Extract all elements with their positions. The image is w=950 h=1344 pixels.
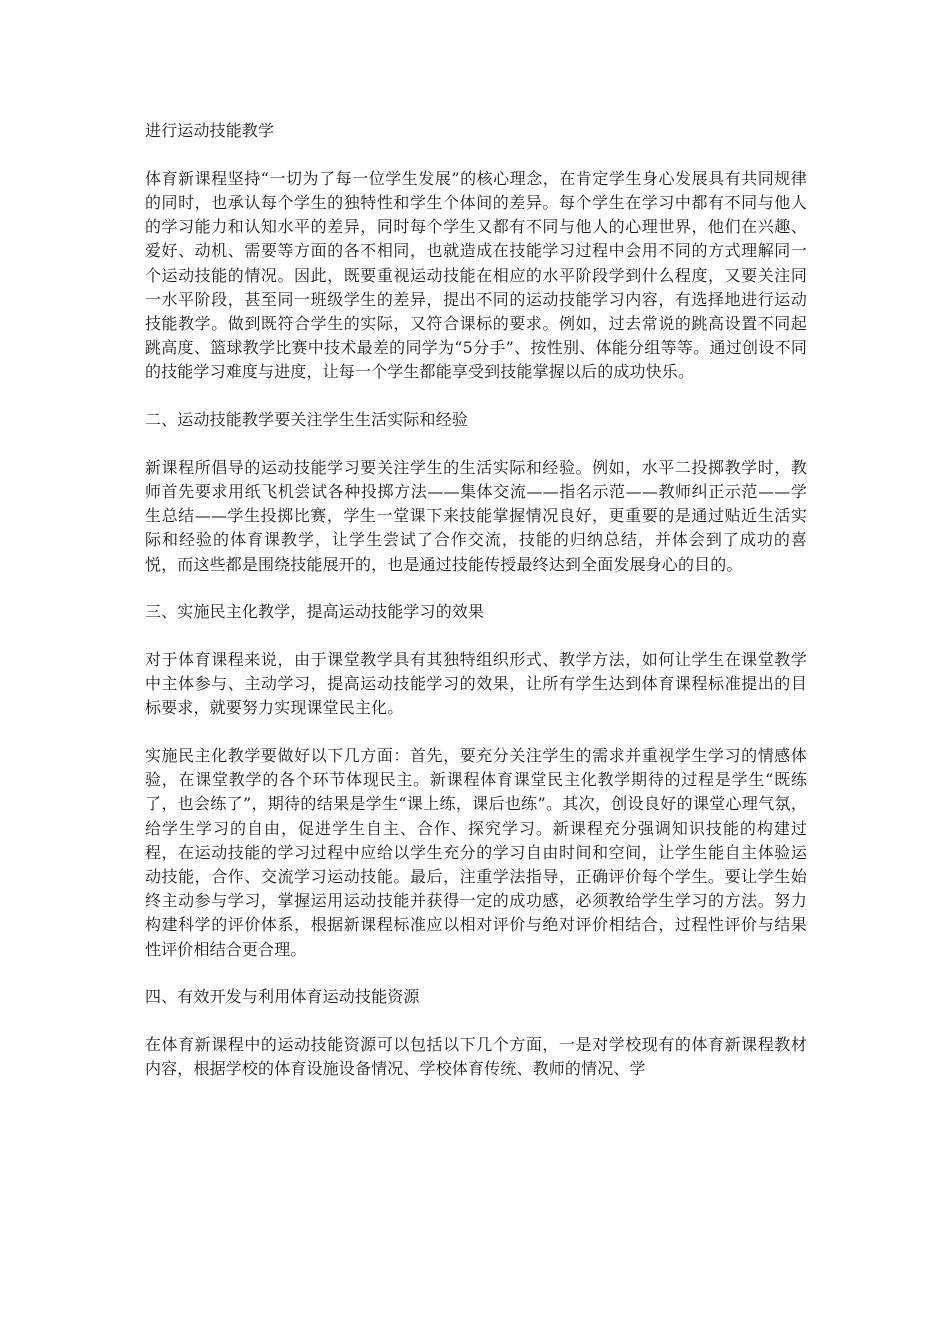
paragraph-individual-differences: 体育新课程坚持“一切为了每一位学生发展”的核心理念，在肯定学生身心发展具有共同规律的同时，也承认每个学生的独特性和学生个体间的差异。每个学生在学习中都有不同与他人的学习能力和认知水平的差异，同时每个学生又都有不同与他人的心理世界，他们在兴趣、爱好、动机、需要等方面的各不相同，也就造成在技能学习过程中会用不同的方式理解同一个运动技能的情况。因此，既要重视运动技能在相应的水平阶段学到什么程度，又要关注同一水平阶段，甚至同一班级学生的差异，提出不同的运动技能学习内容，有选择地进行运动技能教学。做到既符合学生的实际，又符合课标的要求。例如，过去常说的跳高设置不同起跳高度、篮球教学比赛中技术最差的同学为“5分手”、按性别、体能分组等等。通过创设不同的技能学习难度与进度，让每一个学生都能享受到技能掌握以后的成功快乐。: [145, 168, 807, 382]
paragraph-life-experience: 新课程所倡导的运动技能学习要关注学生的生活实际和经验。例如，水平二投掷教学时，教师首先要求用纸飞机尝试各种投掷方法——集体交流——指名示范——教师纠正示范——学生总结——学生投掷比赛，学生一堂课下来技能掌握情况良好，更重要的是通过贴近生活实际和经验的体育课教学，让学生尝试了合作交流，技能的归纳总结，并体会到了成功的喜悦，而这些都是围绕技能展开的，也是通过技能传授最终达到全面发展身心的目的。: [145, 457, 807, 574]
paragraph-skill-resources: 在体育新课程中的运动技能资源可以包括以下几个方面，一是对学校现有的体育新课程教材内容，根据学校的体育设施设备情况、学校体育传统、教师的情况、学: [145, 1035, 807, 1079]
paragraph-democratic-teaching-intro: 对于体育课程来说，由于课堂教学具有其独特组织形式、教学方法，如何让学生在课堂教学中主体参与、主动学习，提高运动技能学习的效果，让所有学生达到体育课程标准提出的目标要求，就要努力实现课堂民主化。: [145, 649, 807, 718]
section-heading-3: 三、实施民主化教学，提高运动技能学习的效果: [145, 602, 485, 622]
section-heading-2: 二、运动技能教学要关注学生生活实际和经验: [145, 410, 469, 430]
document-body: [145, 119, 807, 1105]
paragraph-democratic-teaching-methods: 实施民主化教学要做好以下几方面：首先，要充分关注学生的需求并重视学生学习的情感体验，在课堂教学的各个环节体现民主。新课程体育课堂民主化教学期待的过程是学生“既练了，也会练了”，期待的结果是学生“课上练，课后也练”。其次，创设良好的课堂心理气氛，给学生学习的自由，促进学生自主、合作、探究学习。新课程充分强调知识技能的构建过程，在运动技能的学习过程中应给以学生充分的学习自由时间和空间，让学生能自主体验运动技能，合作、交流学习运动技能。最后，注重学法指导，正确评价每个学生。要让学生始终主动参与学习，掌握运用运动技能并获得一定的成功感，必须教给学生学习的方法。努力构建科学的评价体系，根据新课程标准应以相对评价与绝对评价相结合，过程性评价与结果性评价相结合更合理。: [145, 746, 807, 959]
section-heading-4: 四、有效开发与利用体育运动技能资源: [145, 987, 420, 1007]
section-heading-continued: 进行运动技能教学: [145, 121, 275, 140]
